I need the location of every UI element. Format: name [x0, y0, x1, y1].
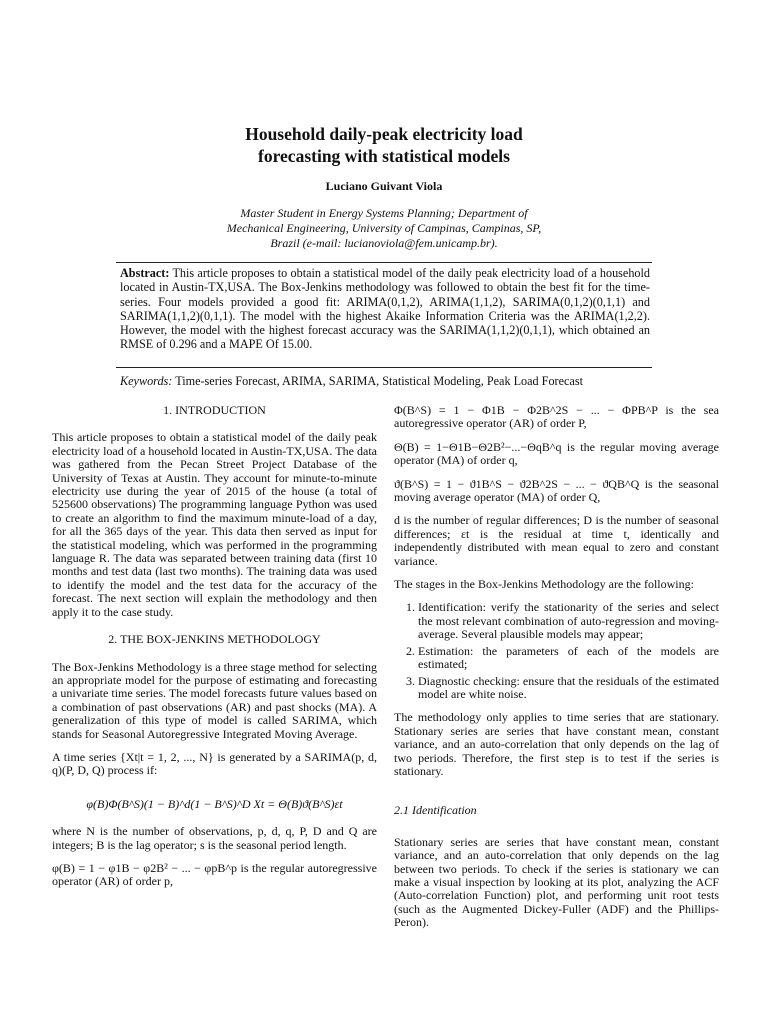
- stage-item: 3. Diagnostic checking: ensure that the residuals of the estimated model are white noise.: [418, 675, 719, 702]
- keywords-text: Time-series Forecast, ARIMA, SARIMA, Statistical Modeling, Peak Load Forecast: [175, 374, 583, 388]
- abstract-top-rule: [116, 262, 652, 263]
- title-line-1: Household daily-peak electricity load: [245, 124, 523, 144]
- sarima-equation: φ(B)Φ(B^S)(1 − B)^d(1 − B^S)^D Xt = Θ(B)ϑ(B^S)εt: [86, 796, 343, 811]
- keywords-label: Keywords:: [120, 374, 173, 388]
- abstract-text: This article proposes to obtain a statistical model of the daily peak electricity load of a household located in Austin-TX,USA. The Box-Jenkins methodology was followed to obtain the best fit for the time-series. Four models provided a good fit: ARIMA(0,1,2), ARIMA(1,1,2), SARIMA(0,1,2)(0,1,1) and SARIMA(1,1,2)(0,1,1). The model with the highest Akaike Information Criteria was the ARIMA(1,2,2). However, the model with the highest forecast accuracy was the SARIMA(1,1,2)(0,1,1), which obtained an RMSE of 0.296 and a MAPE Of 15.00.: [120, 266, 650, 352]
- section-heading-box-jenkins: 2. THE BOX-JENKINS METHODOLOGY: [108, 632, 321, 647]
- box-jenkins-paragraph-3: where N is the number of observations, p, d, q, P, D and Q are integers; B is the lag operator; s is the seasonal period length.: [52, 824, 377, 852]
- abstract-label: Abstract:: [120, 266, 170, 280]
- right-paragraph-5: The stages in the Box-Jenkins Methodology are the following:: [394, 577, 694, 592]
- box-jenkins-paragraph-1: The Box-Jenkins Methodology is a three stage method for selecting an appropriate model for the purpose of estimating and forecasting a univariate time series. The model forecasts future values based on a combination of past observations (AR) and past shocks (MA). A generalization of this type of model is called SARIMA, which stands for Seasonal Autoregressive Integrated Moving Average.: [52, 659, 377, 741]
- box-jenkins-paragraph-4: φ(B) = 1 − φ1B − φ2B² − ... − φpB^p is the regular autoregressive operator (AR) of order p,: [52, 860, 377, 889]
- abstract-bottom-rule: [116, 367, 652, 368]
- stage-item: 1. Identification: verify the stationarity of the series and select the most relevant combination of auto-regression and moving-average. Several plausible models may appear;: [418, 601, 719, 641]
- stage-item: 2. Estimation: the parameters of each of the models are estimated;: [418, 645, 719, 672]
- title-line-2: forecasting with statistical models: [258, 146, 510, 166]
- right-paragraph-2: Θ(B) = 1−Θ1B−Θ2B²−...−ΘqB^q is the regular moving average operator (MA) of order q,: [394, 439, 719, 468]
- affiliation: [0, 206, 768, 251]
- stages-list: [394, 601, 719, 701]
- right-paragraph-4: d is the number of regular differences; D is the number of seasonal differences; εt is the residual at time t, identically and independently distributed with mean equal to zero and constant variance.: [394, 513, 719, 568]
- affiliation-line-1: Master Student in Energy Systems Planning; Department of: [240, 206, 528, 220]
- affiliation-line-2: Mechanical Engineering, University of Campinas, Campinas, SP,: [226, 221, 542, 235]
- subsection-heading-identification: 2.1 Identification: [394, 803, 477, 818]
- section-heading-introduction: 1. INTRODUCTION: [163, 403, 266, 417]
- right-paragraph-1: Φ(B^S) = 1 − Φ1B − Φ2B^2S − ... − ΦPB^P is the sea autoregressive operator (AR) of order P,: [394, 403, 719, 431]
- keywords: [120, 374, 650, 388]
- abstract: [120, 266, 650, 352]
- right-column: [394, 404, 719, 940]
- box-jenkins-paragraph-2: A time series {Xt|t = 1, 2, ..., N} is generated by a SARIMA(p, d, q)(P, D, Q) process if:: [52, 749, 377, 778]
- right-paragraph-6: The methodology only applies to time series that are stationary. Stationary series are series that have constant mean, constant variance, and an auto-correlation that only depends on the lag of two periods. Therefore, the first step is to test if the series is stationary.: [394, 710, 719, 778]
- left-column: [52, 404, 377, 899]
- author-name: Luciano Guivant Viola: [325, 179, 443, 193]
- right-paragraph-3: ϑ(B^S) = 1 − ϑ1B^S − ϑ2B^2S − ... − ϑQB^Q is the seasonal moving average operator (MA) of order Q,: [394, 476, 719, 505]
- paper-title: [0, 123, 768, 167]
- right-paragraph-7: Stationary series are series that have constant mean, constant variance, and an auto-correlation that only depends on the lag between two periods. To check if the series is stationary we can make a visual inspection by looking at its plot, analyzing the ACF (Auto-correlation Function) plot, and performing unit root tests (such as the Augmented Dickey-Fuller (ADF) and the Phillips-Peron).: [394, 834, 719, 930]
- intro-paragraph: This article proposes to obtain a statistical model of the daily peak electricity load of a household located in Austin-TX,USA. The data was gathered from the Pecan Street Project Database of the University of Texas at Austin. They account for minute-to-minute electricity use during the year of 2015 of the house (a total of 525600 observations) The programming language Python was used to create an algorithm to find the maximum minute-load of a day, for all the 365 days of the year. This data then served as input for the statistical modeling, which was performed in the programming language R. The data was separated between training data (first 10 months and test data (last two months). The training data was used to identify the model and the test data for the accuracy of the forecast. The next section will explain the methodology and then apply it to the case study.: [52, 430, 377, 619]
- affiliation-line-3: Brazil (e-mail: lucianoviola@fem.unicamp.br).: [270, 236, 498, 250]
